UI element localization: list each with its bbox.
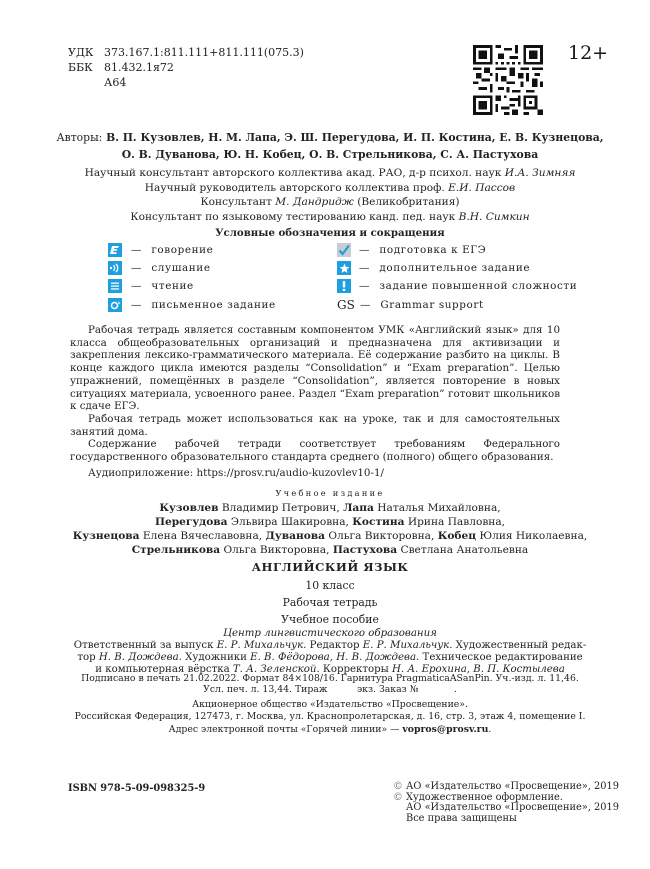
description — [70, 324, 560, 464]
author-names-line: Перегудова Эльвира Шакировна, Костина Ирина Павловна, — [154, 516, 506, 528]
edition-type: Учебное издание — [275, 488, 385, 498]
description-paragraph: Рабочая тетрадь может использоваться как на уроке, так и для самостоятельных занятий дома. — [70, 412, 560, 438]
publisher-address: Российская Федерация, 127473, г. Москва, ул. Краснопролетарская, д. 16, стр. 3, этаж 4, помещение I. — [74, 710, 586, 722]
description-paragraph: Рабочая тетрадь является составным компонентом УМК «Английский язык» для 10 класса общеобразовательных организаций и предназначена для активизации и закрепления лексико-грамматического материала. Её содержание разбито на циклы. В конце каждого цикла имеются разделы “Consolidation” и “Exam preparation”. Целью упражнений, помещённых в разделе “Consolidation”, является повторение в новых ситуациях материала, усвоенного ранее. Раздел “Exam preparation” готовит школьников к сдаче ЕГЭ. — [70, 324, 560, 413]
bbk-label: ББК — [68, 61, 93, 74]
legend-item: — задание повышенной сложности — [337, 277, 577, 295]
consultant-line: Научный руководитель авторского коллектива проф. Е.И. Пассов — [144, 181, 516, 194]
consultant-name: Е.И. Пассов — [448, 181, 516, 194]
hotline-email: Адрес электронной почты «Горячей линии» — vopros@prosv.ru. — [168, 724, 492, 735]
isbn: ISBN 978-5-09-098325-9 — [68, 783, 206, 794]
authors-line-1: В. П. Кузовлев, Н. М. Лапа, Э. Ш. Перегудова, И. П. Костина, Е. В. Кузнецова, — [106, 131, 604, 144]
staff-line: и компьютерная вёрстка Т. А. Зеленской. Корректоры Н. А. Ерохина, В. П. Костылева — [95, 664, 565, 676]
exam-prep-check-icon — [337, 243, 351, 257]
book-type: Рабочая тетрадь — [282, 596, 378, 609]
legend-label: письменное задание — [151, 298, 276, 311]
book-grade: 10 класс — [305, 579, 355, 592]
legend-item: — письменное задание — [108, 296, 276, 314]
consultant-name: И.А. Зимняя — [504, 167, 576, 179]
publishing-center: Центр лингвистического образования — [223, 628, 437, 639]
speaking-icon — [108, 243, 122, 257]
author-names-line: Стрельникова Ольга Викторовна, Пастухова Светлана Анатольевна — [131, 544, 529, 556]
classification-block — [68, 45, 304, 90]
consultants-block — [40, 166, 620, 224]
book-title: АНГЛИЙСКИЙ ЯЗЫК — [251, 560, 409, 574]
legend-label: подготовка к ЕГЭ — [379, 244, 487, 257]
print-info — [40, 673, 620, 696]
legend-label: говорение — [151, 244, 214, 257]
legend-left-column — [108, 241, 276, 314]
consultant-line: Консультант по языковому тестированию канд. пед. наук В.Н. Симкин — [130, 210, 530, 223]
consultant-name: М. Дандридж — [275, 196, 354, 208]
legend-label: чтение — [151, 280, 194, 293]
legend-label: Grammar support — [380, 298, 484, 311]
legend-item: GS — Grammar support — [337, 297, 484, 312]
writing-icon — [108, 298, 122, 312]
grammar-support-icon: GS — [337, 297, 355, 312]
star-icon — [337, 261, 351, 275]
staff-line: тор Н. В. Дождева. Художники Е. В. Фёдорова, Н. В. Дождева. Техническое редактирование — [77, 652, 583, 664]
staff-credits — [40, 640, 620, 677]
authors-prefix: Авторы: — [56, 131, 103, 144]
audio-link[interactable]: Аудиоприложение: https://prosv.ru/audio-kuzovlev10-1/ — [88, 467, 384, 479]
print-info-line: Усл. печ. л. 13,44. Тираж экз. Заказ № . — [203, 684, 457, 696]
legend-item: — дополнительное задание — [337, 259, 577, 277]
staff-line: Ответственный за выпуск Е. Р. Михальчук. Редактор Е. Р. Михальчук. Художественный редак- — [73, 640, 587, 651]
consultant-name: В.Н. Симкин — [458, 210, 530, 223]
udk-label: УДК — [68, 46, 94, 59]
listening-icon — [108, 261, 122, 275]
legend-item: — говорение — [108, 241, 276, 259]
age-rating: 12+ — [568, 42, 609, 64]
author-mark: А64 — [104, 76, 127, 89]
qr-code-icon — [473, 45, 543, 115]
copyright-block: © АО «Издательство «Просвещение», 2019 © Художественное оформление. АО «Издательство «Просвещение», 2019 Все права защищены — [393, 781, 619, 824]
publisher-name: Акционерное общество «Издательство «Просвещение». — [192, 699, 468, 710]
legend-label: слушание — [151, 262, 211, 275]
consultant-line: Научный консультант авторского коллектива акад. РАО, д-р психол. наук И.А. Зимняя — [84, 167, 576, 179]
book-manual: Учебное пособие — [281, 613, 379, 626]
description-paragraph: Содержание рабочей тетради соответствует требованиям Федерального государственного образовательного стандарта среднего (полного) общего образования. — [70, 438, 560, 464]
udk-value: 373.167.1:811.111+811.111(075.3) — [104, 46, 304, 59]
copyright-icon: © — [393, 781, 403, 792]
authors-line-2: О. В. Дуванова, Ю. Н. Кобец, О. В. Стрельникова, С. А. Пастухова — [121, 148, 539, 161]
bbk-value: 81.432.1я72 — [104, 61, 174, 74]
authors-block — [40, 129, 620, 163]
author-names-line: Кузовлев Владимир Петрович, Лапа Наталья Михайловна, — [159, 502, 501, 514]
reading-icon — [108, 279, 122, 293]
legend-item: — чтение — [108, 277, 276, 295]
legend-title: Условные обозначения и сокращения — [215, 227, 445, 239]
legend-label: задание повышенной сложности — [379, 280, 578, 293]
print-info-line: Подписано в печать 21.02.2022. Формат 84×108/16. Гарнитура PragmaticaASanPin. Уч.-изд. л. 11,46. — [81, 673, 579, 684]
exclamation-icon — [337, 279, 351, 293]
copyright-icon: © — [393, 791, 403, 803]
legend-item: — слушание — [108, 259, 276, 277]
publisher-info — [40, 699, 620, 722]
legend-right-column — [337, 241, 577, 314]
email-link[interactable]: vopros@prosv.ru — [402, 724, 489, 735]
author-names-line: Кузнецова Елена Вячеславовна, Дуванова Ольга Викторовна, Кобец Юлия Николаевна, — [72, 530, 588, 542]
legend-label: дополнительное задание — [379, 262, 531, 275]
legend-item: — подготовка к ЕГЭ — [337, 241, 577, 259]
consultant-line: Консультант М. Дандридж (Великобритания) — [200, 196, 460, 208]
authors-full-names — [40, 501, 620, 557]
